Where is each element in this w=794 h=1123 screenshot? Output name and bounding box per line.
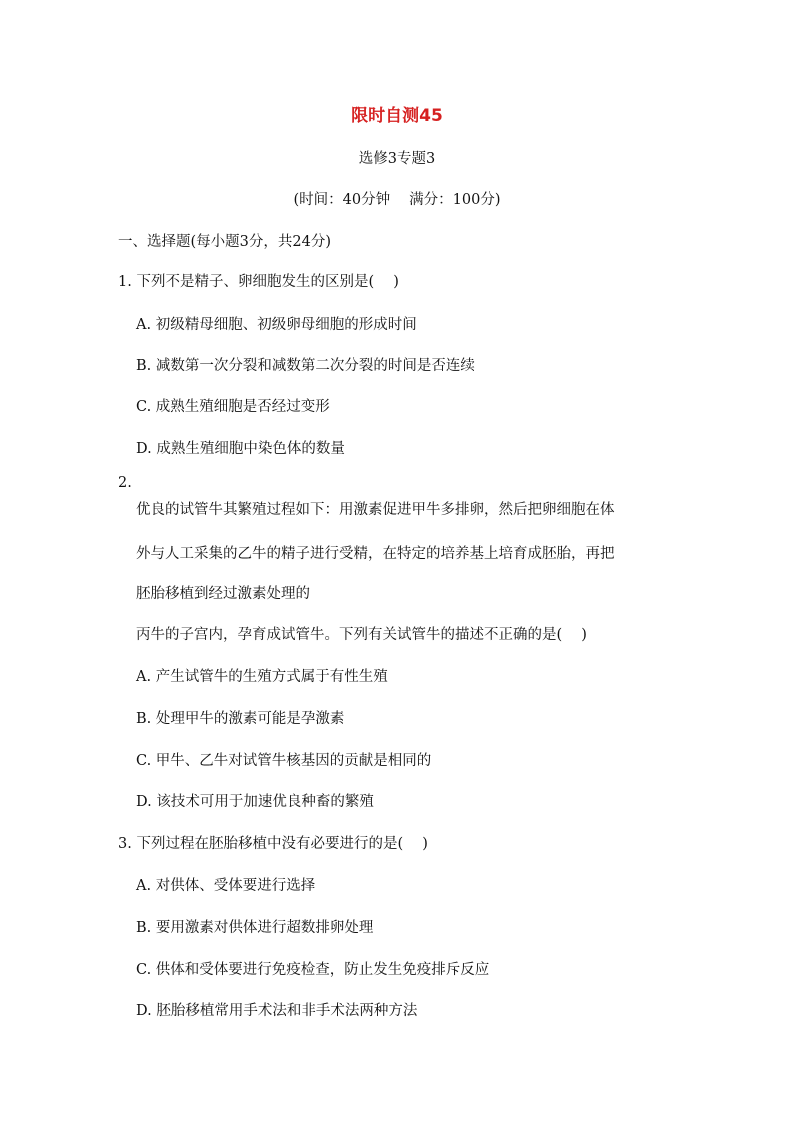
question-2-option-b: B. 处理甲牛的激素可能是孕激素 xyxy=(136,711,345,727)
question-2-option-c: C. 甲牛、乙牛对试管牛核基因的贡献是相同的 xyxy=(136,753,432,769)
question-2-stem-line-1: 优良的试管牛其繁殖过程如下：用激素促进甲牛多排卵，然后把卵细胞在体 xyxy=(136,502,615,518)
question-2-option-a: A. 产生试管牛的生殖方式属于有性生殖 xyxy=(136,669,388,685)
page-subtitle: 选修3专题3 xyxy=(358,151,436,167)
question-3-stem: 3. 下列过程在胚胎移植中没有必要进行的是( ) xyxy=(118,836,428,852)
question-3-option-c: C. 供体和受体要进行免疫检查，防止发生免疫排斥反应 xyxy=(136,962,490,978)
question-1-option-b: B. 减数第一次分裂和减数第二次分裂的时间是否连续 xyxy=(136,358,475,374)
question-2-stem-line-4: 丙牛的子宫内，孕育成试管牛。下列有关试管牛的描述不正确的是( ) xyxy=(136,627,587,643)
question-3-option-a: A. 对供体、受体要进行选择 xyxy=(136,878,316,894)
time-info: (时间：40分钟 满分：100分) xyxy=(293,192,501,208)
question-1-option-c: C. 成熟生殖细胞是否经过变形 xyxy=(136,399,330,415)
question-2-option-d: D. 该技术可用于加速优良种畜的繁殖 xyxy=(136,794,374,810)
question-2-stem-line-3: 胚胎移植到经过激素处理的 xyxy=(136,586,310,602)
question-3-option-d: D. 胚胎移植常用手术法和非手术法两种方法 xyxy=(136,1003,418,1019)
question-1-stem: 1. 下列不是精子、卵细胞发生的区别是( ) xyxy=(118,274,399,290)
section-heading: 一、选择题(每小题3分，共24分) xyxy=(118,234,331,250)
question-2-number: 2. xyxy=(118,475,132,491)
question-3-option-b: B. 要用激素对供体进行超数排卵处理 xyxy=(136,920,374,936)
question-2-stem-line-2: 外与人工采集的乙牛的精子进行受精，在特定的培养基上培育成胚胎，再把 xyxy=(136,546,615,562)
page-title: 限时自测45 xyxy=(351,106,443,126)
question-1-option-a: A. 初级精母细胞、初级卵母细胞的形成时间 xyxy=(136,317,417,333)
question-1-option-d: D. 成熟生殖细胞中染色体的数量 xyxy=(136,441,345,457)
